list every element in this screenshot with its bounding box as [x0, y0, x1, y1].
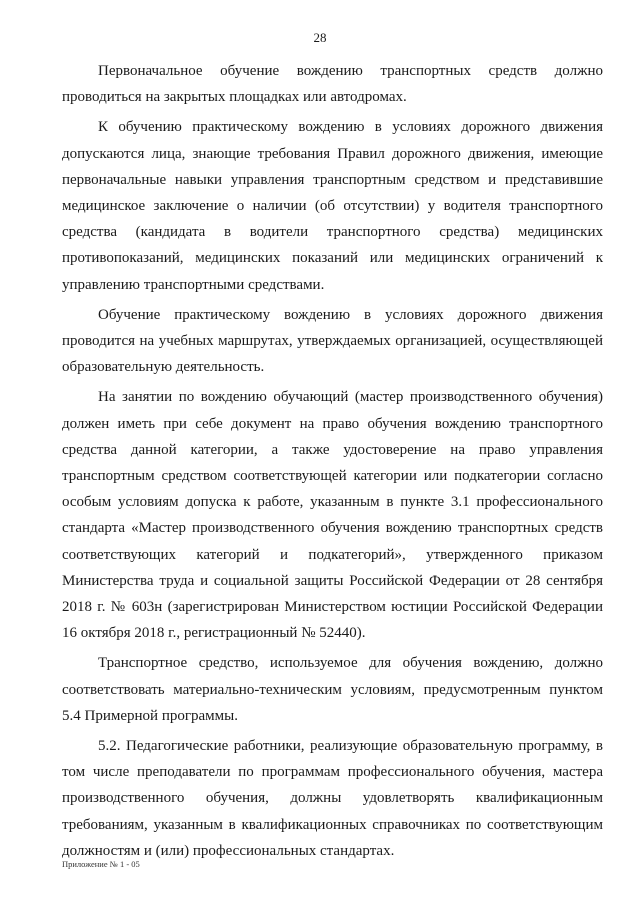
document-body	[62, 58, 603, 868]
paragraph-admission-requirements: К обучению практическому вождению в условиях дорожного движения допускаются лица, знающие требования Правил дорожного движения, имеющие первоначальные навыки управления транспортным средством и представившие медицинское заключение о наличии (об отсутствии) у водителя транспортного средства (кандидата в водители транспортного средства) медицинских противопоказаний, медицинских показаний или медицинских ограничений к управлению транспортными средствами.	[62, 119, 603, 293]
paragraph-vehicle-conditions: Транспортное средство, используемое для обучения вождению, должно соответствовать материально-техническим условиям, предусмотренным пунктом 5.4 Примерной программы.	[62, 655, 603, 724]
paragraph-teaching-staff: 5.2. Педагогические работники, реализующие образовательную программу, в том числе преподаватели по программам профессионального обучения, мастера производственного обучения, должны удовлетворять квалификационным требованиям, указанным в квалификационных справочниках по соответствующим должностям и (или) профессиональных стандартах.	[62, 738, 603, 859]
paragraph-initial-training: Первоначальное обучение вождению транспортных средств должно проводиться на закрытых площадках или автодромах.	[62, 63, 603, 106]
paragraph-training-routes: Обучение практическому вождению в условиях дорожного движения проводится на учебных маршрутах, утверждаемых организацией, осуществляющей образовательную деятельность.	[62, 306, 603, 376]
page-number: 28	[313, 30, 327, 45]
paragraph-instructor-documents: На занятии по вождению обучающий (мастер производственного обучения) должен иметь при себе документ на право обучения вождению транспортного средства данной категории, а также удостоверение на право управления транспортным средством соответствующей категории или подкатегории согласно особым условиям допуска к работе, указанным в пункте 3.1 профессионального стандарта «Мастер производственного обучения вождению транспортных средств соответствующих категорий и подкатегорий», утвержденного приказом Министерства труда и социальной защиты Российской Федерации от 28 сентября 2018 г. № 603н (зарегистрирован Министерством юстиции Российской Федерации 16 октября 2018 г., регистрационный № 52440).	[62, 389, 603, 642]
footer-note: Приложение № 1 - 05	[62, 859, 140, 869]
